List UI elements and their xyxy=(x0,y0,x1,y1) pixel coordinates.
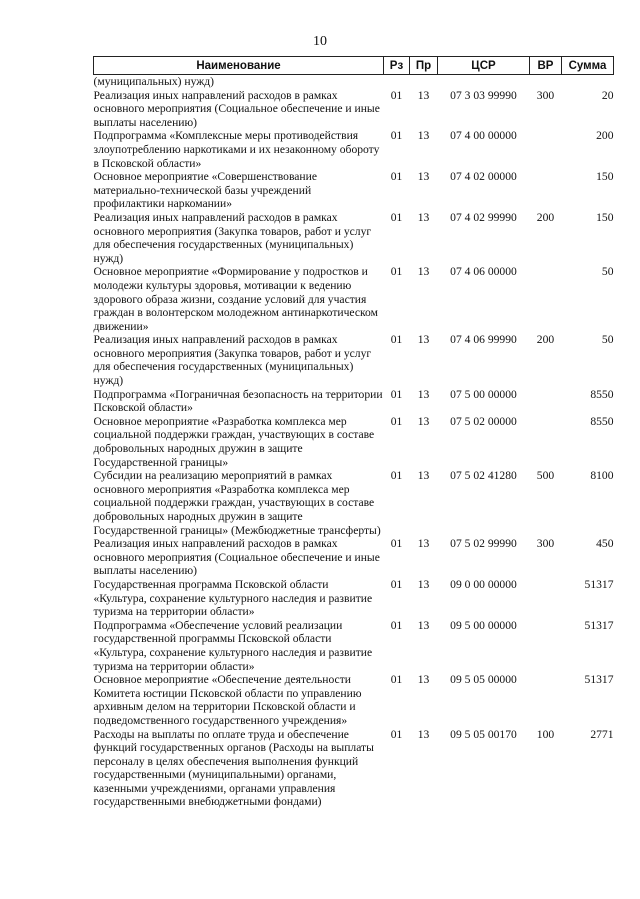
table-row xyxy=(94,578,614,619)
cell-vr xyxy=(530,75,562,89)
cell-csr: 07 5 02 00000 xyxy=(450,414,517,428)
cell-csr: 07 5 02 41280 xyxy=(450,469,517,483)
cell-csr: 07 4 06 00000 xyxy=(450,265,517,279)
cell-name: Реализация иных направлений расходов в рамках основного мероприятия (Социальное обеспечение и иные выплаты населению) xyxy=(93,88,380,129)
cell-pr: 13 xyxy=(417,414,430,428)
cell-rz: 01 xyxy=(390,618,403,632)
cell-sum: 8100 xyxy=(590,469,614,483)
cell-name: Расходы на выплаты по оплате труда и обеспечение функций государственных органов (Расходы на выплаты персоналу в целях обеспечения выполнения функций государственными (муниципальными) органами, казенными учреждениями, органами управления государственными внебюджетными фондами) xyxy=(93,727,374,809)
cell-sum: 51317 xyxy=(584,673,614,687)
cell-pr xyxy=(410,75,438,89)
header-rz: Рз xyxy=(384,57,410,75)
cell-sum: 50 xyxy=(601,333,614,347)
cell-csr: 09 0 00 00000 xyxy=(450,577,517,591)
cell-name: Государственная программа Псковской области «Культура, сохранение культурного наследия и развитие туризма на территории области» xyxy=(93,577,373,619)
cell-csr: 07 4 00 00000 xyxy=(450,129,517,143)
cell-vr: 300 xyxy=(536,88,555,102)
table-row xyxy=(94,415,614,469)
cell-name: Подпрограмма «Пограничная безопасность на территории Псковской области» xyxy=(93,387,383,415)
cell-sum: 2771 xyxy=(590,727,614,741)
header-name: Наименование xyxy=(94,57,384,75)
cell-vr xyxy=(530,170,562,211)
cell-name: Основное мероприятие «Формирование у подростков и молодежи культуры здоровья, мотивации к ведению здорового образа жизни, создание условий для участия граждан в волонтерском молодежном антинаркотическом движении» xyxy=(93,265,378,333)
cell-csr xyxy=(438,75,530,89)
cell-pr: 13 xyxy=(417,537,430,551)
table-row xyxy=(94,333,614,387)
page-number: 10 xyxy=(313,34,327,49)
cell-rz: 01 xyxy=(390,170,403,184)
cell-name: Подпрограмма «Комплексные меры противодействия злоупотреблению наркотиками и их незаконному обороту в Псковской области» xyxy=(93,129,380,170)
table-row xyxy=(94,129,614,170)
table-row xyxy=(94,89,614,130)
table-header xyxy=(94,57,614,75)
cell-pr: 13 xyxy=(417,387,430,401)
cell-rz: 01 xyxy=(390,577,403,591)
cell-csr: 09 5 05 00170 xyxy=(450,727,517,741)
cell-name: Субсидии на реализацию мероприятий в рамках основного мероприятия «Разработка комплекса мер социальной поддержки граждан, участвующих в составе добровольных народных дружин в защите Государственной границы» (Межбюджетные трансферты) xyxy=(93,469,381,537)
cell-pr: 13 xyxy=(417,210,430,224)
cell-rz: 01 xyxy=(390,537,403,551)
header-vr: ВР xyxy=(530,57,562,75)
cell-csr: 09 5 00 00000 xyxy=(450,618,517,632)
cell-vr: 500 xyxy=(536,469,555,483)
cell-vr: 200 xyxy=(536,210,555,224)
cell-rz: 01 xyxy=(390,469,403,483)
cell-name: (муниципальных) нужд) xyxy=(93,75,215,88)
table-row xyxy=(94,170,614,211)
cell-name: Основное мероприятие «Обеспечение деятельности Комитета юстиции Псковской области по управлению архивным делом на территории Псковской области и подведомственного государственного учреждения» xyxy=(93,673,362,727)
cell-pr: 13 xyxy=(417,577,430,591)
cell-rz: 01 xyxy=(390,88,403,102)
cell-vr xyxy=(530,388,562,415)
header-pr: Пр xyxy=(410,57,438,75)
cell-rz xyxy=(384,75,410,89)
cell-sum: 50 xyxy=(601,265,614,279)
cell-name: Подпрограмма «Обеспечение условий реализации государственной программы Псковской области «Культура, сохранение культурного наследия и развитие туризма на территории области» xyxy=(93,618,373,673)
cell-rz: 01 xyxy=(390,210,403,224)
cell-name: Реализация иных направлений расходов в рамках основного мероприятия (Закупка товаров, работ и услуг для обеспечения государственных (муниципальных) нужд) xyxy=(93,210,372,265)
cell-sum: 450 xyxy=(596,537,614,551)
cell-csr: 07 4 06 99990 xyxy=(450,333,517,347)
cell-vr xyxy=(530,265,562,333)
cell-vr xyxy=(530,619,562,673)
cell-rz: 01 xyxy=(390,414,403,428)
cell-vr xyxy=(530,578,562,619)
cell-csr: 07 3 03 99990 xyxy=(450,88,517,102)
cell-pr: 13 xyxy=(417,469,430,483)
cell-sum: 150 xyxy=(596,170,614,184)
table-row xyxy=(94,211,614,265)
table-row xyxy=(94,619,614,673)
cell-sum: 200 xyxy=(596,129,614,143)
cell-name: Реализация иных направлений расходов в рамках основного мероприятия (Социальное обеспечение и иные выплаты населению) xyxy=(93,537,380,578)
cell-rz: 01 xyxy=(390,129,403,143)
cell-vr: 100 xyxy=(536,727,555,741)
cell-rz: 01 xyxy=(390,673,403,687)
cell-vr: 300 xyxy=(536,537,555,551)
cell-rz: 01 xyxy=(390,387,403,401)
cell-sum: 51317 xyxy=(584,618,614,632)
table-row xyxy=(94,537,614,578)
cell-csr: 09 5 05 00000 xyxy=(450,673,517,687)
cell-name: Реализация иных направлений расходов в рамках основного мероприятия (Закупка товаров, работ и услуг для обеспечения государственных (муниципальных) нужд) xyxy=(93,333,372,388)
cell-rz: 01 xyxy=(390,265,403,279)
cell-vr xyxy=(530,129,562,170)
cell-csr: 07 4 02 99990 xyxy=(450,210,517,224)
cell-csr: 07 4 02 00000 xyxy=(450,170,517,184)
table-row xyxy=(94,673,614,727)
cell-csr: 07 5 02 99990 xyxy=(450,537,517,551)
table-row xyxy=(94,265,614,333)
cell-pr: 13 xyxy=(417,170,430,184)
cell-sum xyxy=(562,75,614,89)
cell-pr: 13 xyxy=(417,618,430,632)
cell-vr xyxy=(530,415,562,469)
table-body xyxy=(94,75,614,810)
table-row xyxy=(94,75,614,89)
cell-pr: 13 xyxy=(417,265,430,279)
table-row xyxy=(94,728,614,810)
cell-csr: 07 5 00 00000 xyxy=(450,387,517,401)
cell-pr: 13 xyxy=(417,333,430,347)
cell-vr xyxy=(530,673,562,727)
header-csr: ЦСР xyxy=(438,57,530,75)
cell-vr: 200 xyxy=(536,333,555,347)
cell-rz: 01 xyxy=(390,727,403,741)
table-row xyxy=(94,469,614,537)
cell-name: Основное мероприятие «Разработка комплекса мер социальной поддержки граждан, участвующих в составе добровольных народных дружин в защите Государственной границы» xyxy=(93,414,375,469)
budget-table xyxy=(93,56,614,809)
cell-sum: 8550 xyxy=(590,387,614,401)
cell-name: Основное мероприятие «Совершенствование материально-технической базы учреждений профилактики наркомании» xyxy=(93,170,317,211)
cell-sum: 8550 xyxy=(590,414,614,428)
cell-pr: 13 xyxy=(417,129,430,143)
table-row xyxy=(94,388,614,415)
cell-pr: 13 xyxy=(417,673,430,687)
header-sum: Сумма xyxy=(562,57,614,75)
cell-rz: 01 xyxy=(390,333,403,347)
cell-pr: 13 xyxy=(417,88,430,102)
cell-pr: 13 xyxy=(417,727,430,741)
cell-sum: 20 xyxy=(601,88,614,102)
cell-sum: 150 xyxy=(596,210,614,224)
cell-sum: 51317 xyxy=(584,577,614,591)
